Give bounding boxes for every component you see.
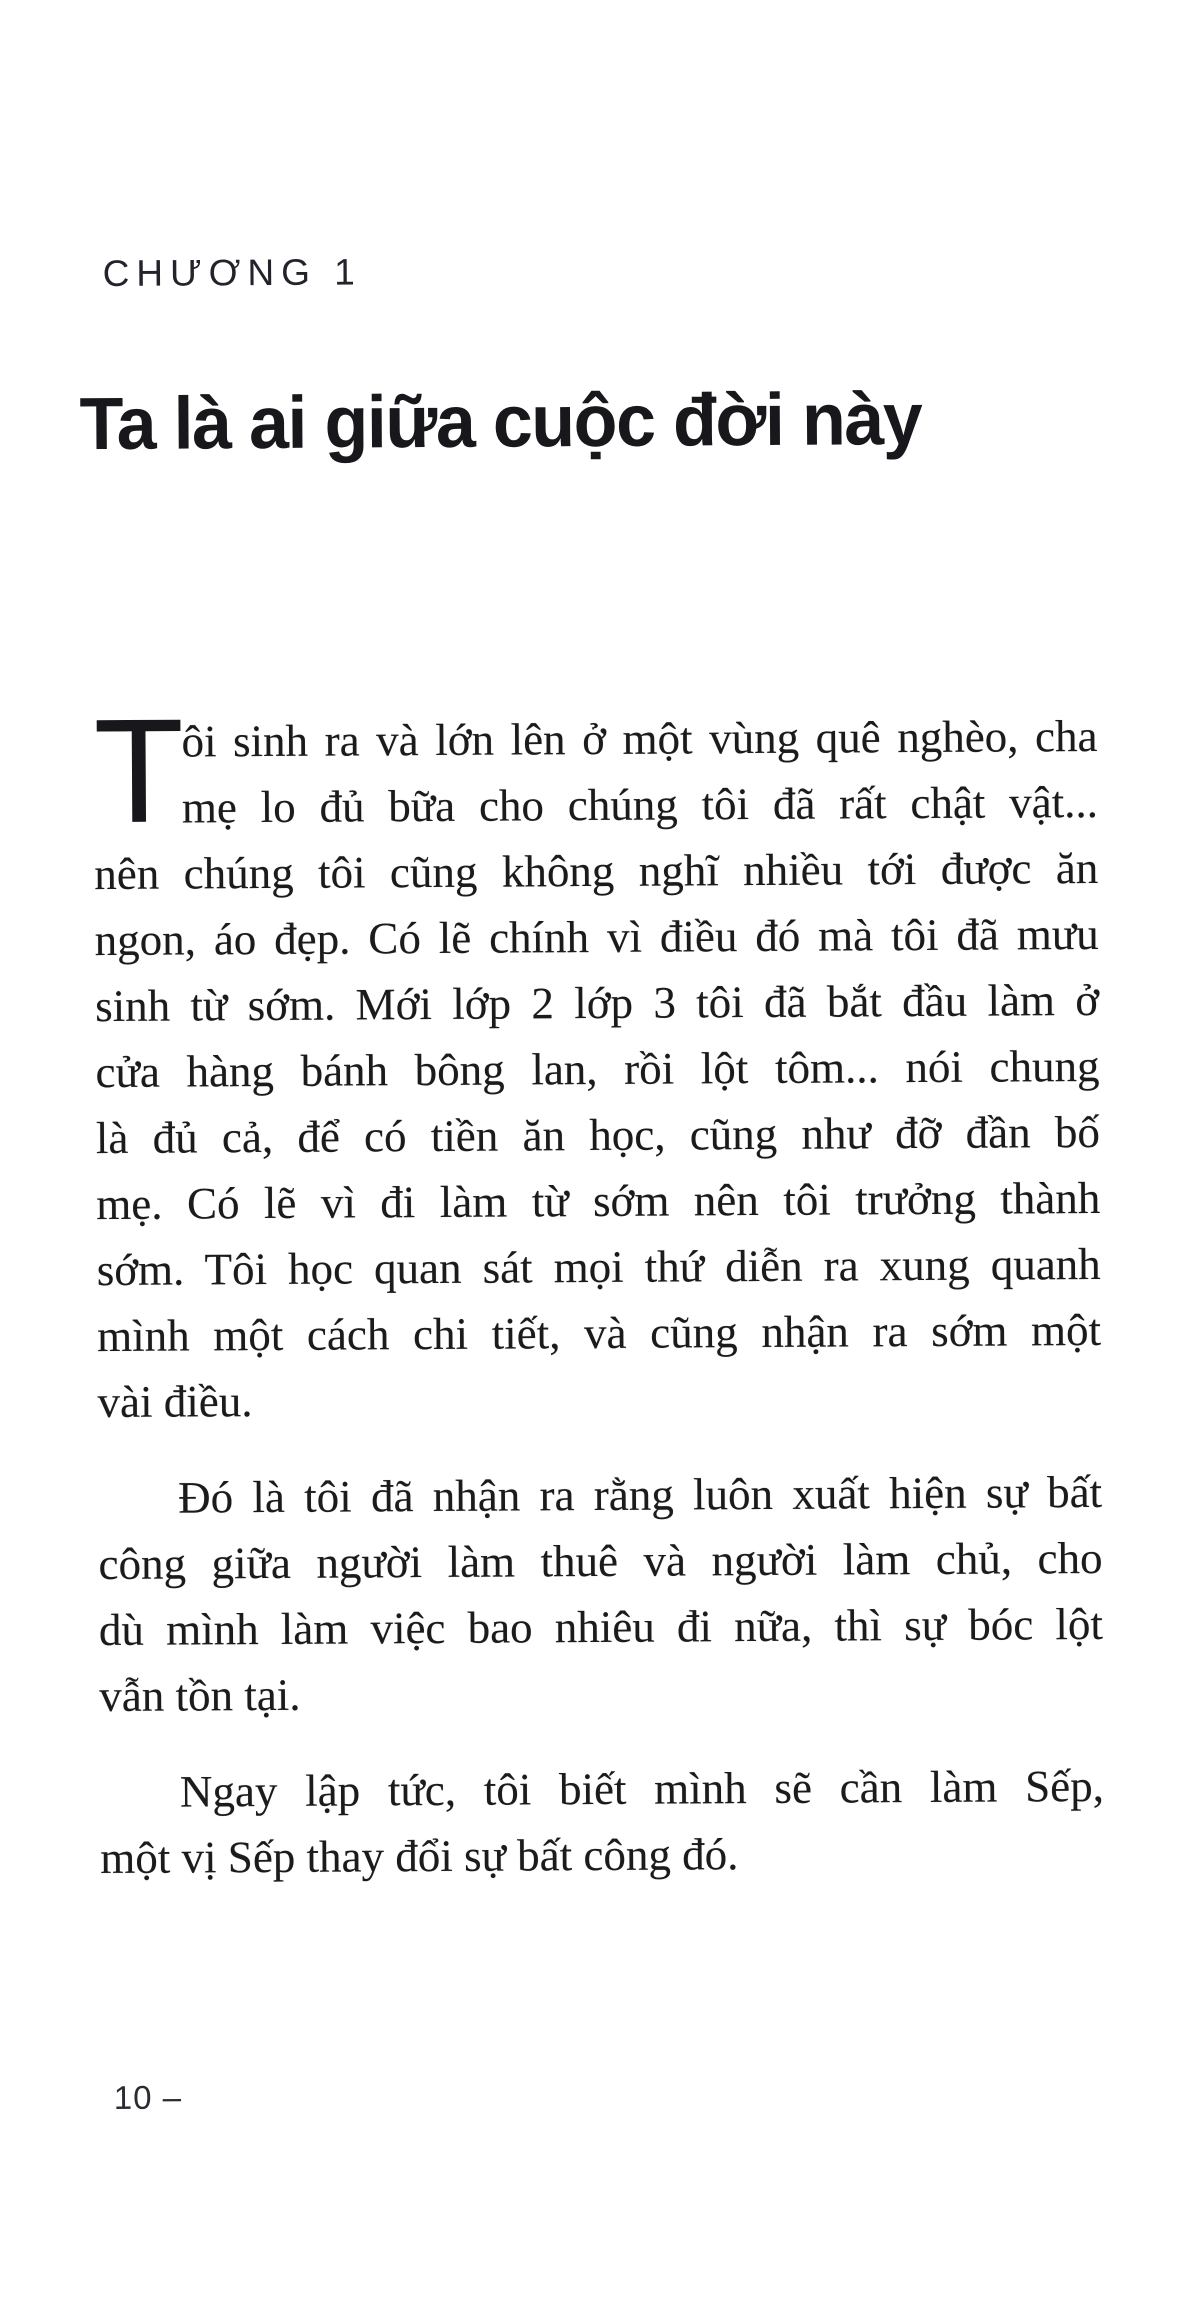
dropcap-letter: T <box>93 688 185 855</box>
paragraph <box>98 1459 1104 1729</box>
text-line: dù mình làm việc bao nhiêu đi nữa, thì sự bóc lột <box>98 1598 1104 1656</box>
text-line: cửa hàng bánh bông lan, rồi lột tôm... nói chung <box>95 1040 1100 1098</box>
text-line: là đủ cả, để có tiền ăn học, cũng như đỡ đần bố <box>95 1106 1101 1164</box>
text-line: vài điều. <box>97 1376 253 1428</box>
text-line: mẹ lo đủ bữa cho chúng tôi đã rất chật vật... <box>181 776 1099 833</box>
text-line: nên chúng tôi cũng không nghĩ nhiều tới được ăn <box>94 842 1099 900</box>
text-line: ngon, áo đẹp. Có lẽ chính vì điều đó mà tôi đã mưu <box>94 908 1099 966</box>
page-number: 10 – <box>113 2078 183 2116</box>
text-line: vẫn tồn tại. <box>99 1669 301 1722</box>
chapter-label: CHƯƠNG 1 <box>102 251 362 295</box>
text-line: Ngay lập tức, tôi biết mình sẽ cần làm Sếp, <box>179 1760 1105 1817</box>
text-line: mẹ. Có lẽ vì đi làm từ sớm nên tôi trưởng thành <box>96 1172 1101 1230</box>
text-line: Đó là tôi đã nhận ra rằng luôn xuất hiện sự bất <box>177 1466 1103 1523</box>
paragraph <box>93 688 1102 1435</box>
text-line: sinh từ sớm. Mới lớp 2 lớp 3 tôi đã bắt đầu làm ở <box>94 974 1100 1032</box>
page-content <box>79 0 1107 2300</box>
page-title: Ta là ai giữa cuộc đời này <box>79 376 922 465</box>
text-line: mình một cách chi tiết, và cũng nhận ra sớm một <box>96 1304 1102 1362</box>
paragraph <box>100 1753 1105 1891</box>
text-line: công giữa người làm thuê và người làm chủ, cho <box>98 1532 1103 1590</box>
text-line: ôi sinh ra và lớn lên ở một vùng quê nghèo, cha <box>181 710 1098 767</box>
text-line: sớm. Tôi học quan sát mọi thứ diễn ra xung quanh <box>96 1238 1101 1296</box>
text-line: một vị Sếp thay đổi sự bất công đó. <box>100 1829 739 1884</box>
body-text <box>93 688 1105 1891</box>
